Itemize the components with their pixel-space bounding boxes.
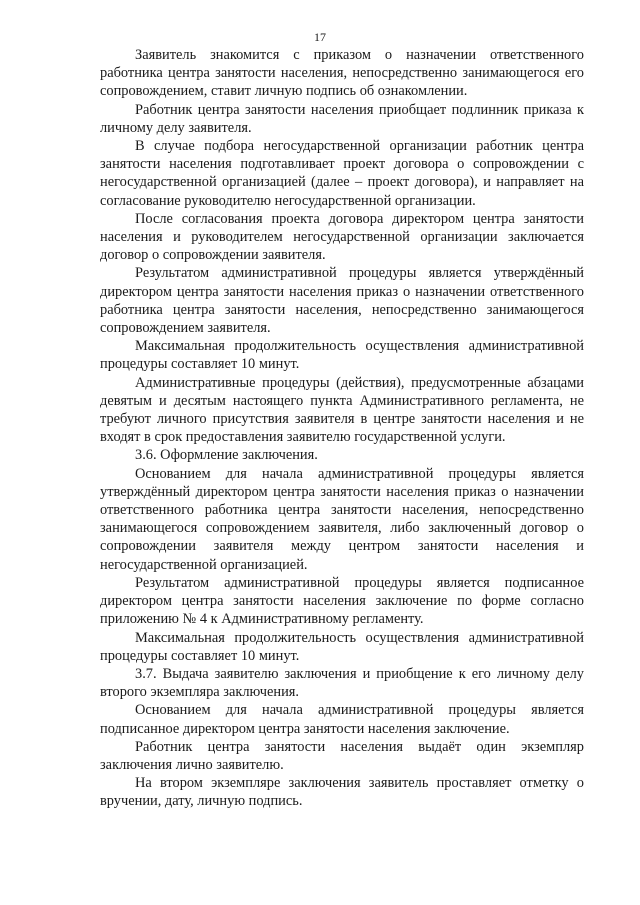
paragraph-second-copy: На втором экземпляре заключения заявитель проставляет отметку о вручении, дату, личную подпись. — [100, 775, 584, 810]
paragraph-result: Результатом административной процедуры является утверждённый директором центра занятости населения приказ о назначении ответственного работника центра занятости населения, непосредственно занимающегося сопровождением заявителя. — [100, 265, 584, 337]
paragraph-max-duration: Максимальная продолжительность осуществления административной процедуры составляет 10 минут. — [100, 338, 584, 373]
paragraph-admin-procedures: Административные процедуры (действия), предусмотренные абзацами девятым и десятым настоящего пункта Административного регламента, не требуют личного присутствия заявителя в центре занятости населения и не входят в срок предоставления заявителю государственной услуги. — [100, 374, 584, 446]
document-body — [100, 46, 584, 811]
paragraph-result-3-6: Результатом административной процедуры является подписанное директором центра занятости населения заключение по форме согласно приложению № 4 к Административному регламенту. — [100, 574, 584, 628]
paragraph-attach-order: Работник центра занятости населения приобщает подлинник приказа к личному делу заявителя. — [100, 101, 584, 136]
paragraph-issue-copy: Работник центра занятости населения выдаёт один экземпляр заключения лично заявителю. — [100, 738, 584, 773]
paragraph-acquaintance: Заявитель знакомится с приказом о назначении ответственного работника центра занятости населения, непосредственно занимающегося его сопровождением, ставит личную подпись об ознакомлении. — [100, 47, 584, 100]
section-heading-3-7: 3.7. Выдача заявителю заключения и приобщение к его личному делу второго экземпляра заключения. — [100, 665, 584, 701]
page-number: 17 — [314, 30, 326, 44]
paragraph-max-duration-3-6: Максимальная продолжительность осуществления административной процедуры составляет 10 минут. — [100, 629, 584, 664]
section-heading-3-6: 3.6. Оформление заключения. — [135, 447, 318, 464]
paragraph-basis-3-6: Основанием для начала административной процедуры является утверждённый директором центра занятости населения приказ о назначении ответственного работника центра занятости населения, непосредственно занимающегося сопровождением заявителя, либо заключенный договор о сопровождении заявителя между центром занятости населения и негосударственной организацией. — [100, 465, 584, 573]
paragraph-contract-concluded: После согласования проекта договора директором центра занятости населения и руководителем негосударственной организации заключается договор о сопровождении заявителя. — [100, 210, 584, 264]
paragraph-basis-3-7: Основанием для начала административной процедуры является подписанное директором центра занятости населения заключение. — [100, 702, 584, 737]
paragraph-draft-contract: В случае подбора негосударственной организации работник центра занятости населения подготавливает проект договора о сопровождении с негосударственной организацией (далее – проект договора), и направляет на согласование руководителю негосударственной организации. — [100, 138, 584, 209]
